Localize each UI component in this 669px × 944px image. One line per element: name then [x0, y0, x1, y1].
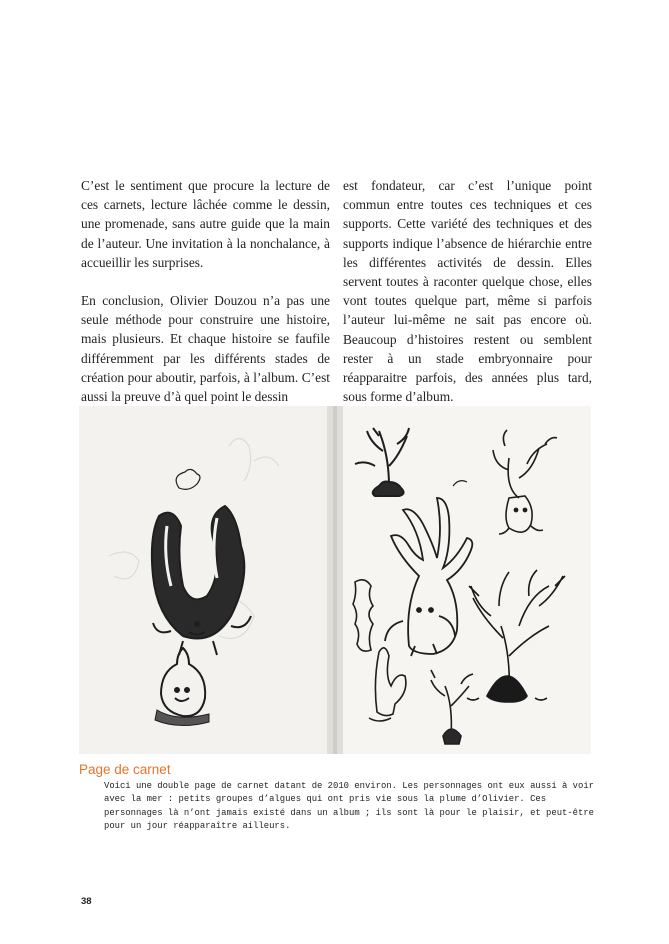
- figure-caption-title: Page de carnet: [79, 762, 171, 777]
- paragraph: En conclusion, Olivier Douzou n’a pas une seule méthode pour construire une histoire, mais plusieurs. Et chaque histoire se faufile différemment par les différents stades de création pour aboutir, parfois, à l’album. C’est aussi la preuve d’à quel point le dessin: [81, 293, 330, 405]
- paragraph: C’est le sentiment que procure la lecture de ces carnets, lecture lâchée comme le dessin, une promenade, sans autre guide que la main de l’auteur. Une invitation à la nonchalance, à accueillir les surprises.: [81, 178, 330, 270]
- page-number: 38: [81, 896, 92, 907]
- figure-caption-text: Voici une double page de carnet datant de 2010 environ. Les personnages ont eux aussi à voir avec la mer : petits groupes d’algues qui ont pris vie sous la plume d’Olivier. Ces personnages là n’ont jamais existé dans un album ; ils sont là pour le plaisir, et peut-être pour un jour réapparaître ailleurs.: [104, 781, 594, 832]
- text-column-left: [81, 176, 330, 406]
- right-notebook-page: [335, 406, 591, 754]
- text-column-right: [343, 176, 592, 406]
- paragraph: est fondateur, car c’est l’unique point commun entre toutes ces techniques et ces supports. Cette variété des techniques et des supports indique l’absence de hiérarchie entre les différentes activités de dessin. Elles servent toutes à raconter quelque chose, elles vont toutes quelque part, même si parfois l’auteur lui-même ne sait pas encore où. Beaucoup d’histoires restent ou semblent rester à un stade embryonnaire pour réapparaitre parfois, des années plus tard, sous forme d’album.: [343, 178, 592, 405]
- sketchbook-photo: [79, 406, 591, 754]
- left-notebook-page: [79, 406, 335, 754]
